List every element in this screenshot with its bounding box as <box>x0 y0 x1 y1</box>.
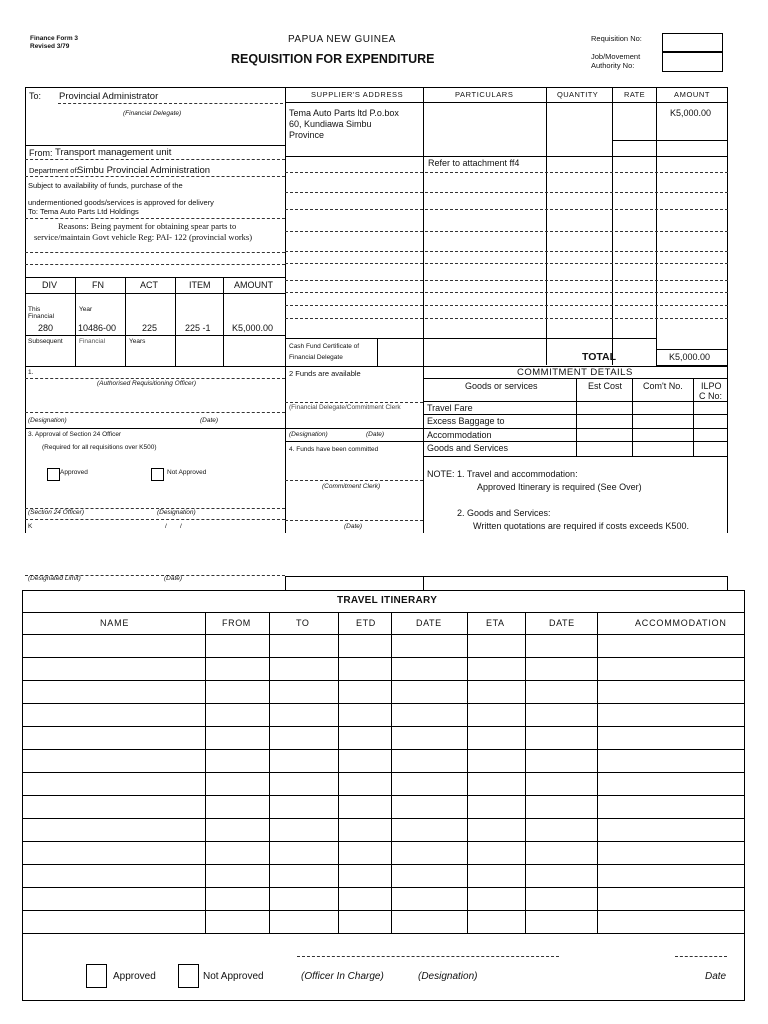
department-label: Department of: <box>29 166 79 175</box>
department-value: Simbu Provincial Administration <box>77 165 211 176</box>
to-value: Provincial Administrator <box>59 91 159 102</box>
item-amount: K5,000.00 <box>670 108 712 118</box>
itinerary-row[interactable] <box>22 749 745 750</box>
section-24-designation-caption: (Designation) <box>157 509 196 516</box>
supplier-line-3: Province <box>289 130 325 140</box>
year-label: Year <box>79 306 93 313</box>
financial-label: Financial <box>79 338 106 345</box>
itinerary-row[interactable] <box>22 910 745 911</box>
reasons-line-1: Reasons: Being payment for obtaining spear parts to <box>58 221 237 231</box>
this-financial-label: This Financial <box>28 306 55 320</box>
approved-checkbox[interactable] <box>47 468 60 481</box>
itinerary-designation-caption: (Designation) <box>418 971 478 982</box>
header-rate: RATE <box>624 90 646 99</box>
itinerary-row[interactable] <box>22 795 745 796</box>
col-act: ACT <box>140 280 158 290</box>
subject-to: To: Tema Auto Parts Ltd Holdings <box>28 207 139 216</box>
cash-fund-line-1: Cash Fund Certificate of <box>289 343 360 350</box>
col-comt-no: Com't No. <box>643 381 683 391</box>
fd-clerk-caption: (Financial Delegate/Commitment Clerk <box>289 404 401 411</box>
reasons-line-2: service/maintain Govt vehicle Reg: PAI- 122 (provincial works) <box>34 232 253 242</box>
commitment-clerk-caption: (Commitment Clerk) <box>322 483 381 490</box>
itinerary-row[interactable] <box>22 680 745 681</box>
itin-col-etd: ETD <box>356 618 376 628</box>
col-goods-services: Goods or services <box>465 381 538 391</box>
designated-limit-caption: (Designated Limit) <box>28 575 81 582</box>
not-approved-label: Not Approved <box>167 469 207 476</box>
supplier-line-1: Tema Auto Parts ltd P.o.box <box>289 108 399 118</box>
form-revision: Revised 3/79 <box>30 43 70 50</box>
designated-date-caption: (Date) <box>164 575 183 582</box>
item-value: 225 -1 <box>185 323 211 333</box>
itinerary-row[interactable] <box>22 841 745 842</box>
col-amount: AMOUNT <box>234 280 273 290</box>
form-title: REQUISITION FOR EXPENDITURE <box>231 52 435 66</box>
section-24-officer-caption: (Section 24 Officer) <box>28 509 84 516</box>
subsequent-label: Subsequent <box>28 338 63 345</box>
itin-col-from: FROM <box>222 618 251 628</box>
authorised-officer-caption: (Authorised Requisitioning Officer) <box>97 380 196 387</box>
cash-fund-line-2: Financial Delegate <box>289 354 343 361</box>
note-2-body: Written quotations are required if costs exceeds K500. <box>473 521 689 531</box>
financial-delegate-caption: (Financial Delegate) <box>123 110 182 117</box>
header-amount: AMOUNT <box>674 90 711 99</box>
total-label: TOTAL <box>582 351 617 363</box>
commit-row-travel: Travel Fare <box>427 403 473 413</box>
itinerary-row[interactable] <box>22 726 745 727</box>
commit-row-accommodation: Accommodation <box>427 430 492 440</box>
col-fn: FN <box>92 280 104 290</box>
itin-col-accommodation: ACCOMMODATION <box>635 618 727 628</box>
subject-line-1: Subject to availability of funds, purchase of the <box>28 181 183 190</box>
col-est-cost: Est Cost <box>588 381 623 391</box>
itin-col-date-2: DATE <box>549 618 575 628</box>
itinerary-row[interactable] <box>22 887 745 888</box>
itin-col-name: NAME <box>100 618 130 628</box>
requisition-no-label: Requisition No: <box>591 34 642 43</box>
itinerary-not-approved-checkbox[interactable] <box>178 964 199 988</box>
subject-line-2: undermentioned goods/services is approved for delivery <box>28 198 214 207</box>
itinerary-row[interactable] <box>22 818 745 819</box>
requisition-no-field[interactable] <box>662 33 723 52</box>
commit-row-baggage: Excess Baggage to <box>427 416 505 426</box>
to-label: To: <box>29 91 42 101</box>
col-ilpo: ILPO <box>701 381 722 391</box>
officer-in-charge-caption: (Officer In Charge) <box>301 971 384 982</box>
itin-col-eta: ETA <box>486 618 505 628</box>
section-24-note: (Required for all requisitions over K500) <box>42 444 157 451</box>
job-authority-label-2: Authority No: <box>591 61 635 70</box>
coding-amount-value: K5,000.00 <box>232 323 274 333</box>
header-quantity: QUANTITY <box>557 90 599 99</box>
years-label: Years <box>129 338 146 345</box>
section-1-number: 1. <box>28 369 34 376</box>
from-value: Transport management unit <box>55 147 172 158</box>
col-ilpo-2: C No: <box>699 391 723 401</box>
total-value: K5,000.00 <box>669 352 711 362</box>
note-2-title: 2. Goods and Services: <box>457 508 551 518</box>
job-authority-field[interactable] <box>662 52 723 72</box>
itinerary-row[interactable] <box>22 772 745 773</box>
funds-available-label: 2 Funds are available <box>289 369 361 378</box>
form-number: Finance Form 3 <box>30 35 79 42</box>
header-suppliers-address: SUPPLIER'S ADDRESS <box>311 90 404 99</box>
designation-caption: (Designation) <box>28 417 67 424</box>
note-1-title: NOTE: 1. Travel and accommodation: <box>427 469 578 479</box>
section-24-approval: 3. Approval of Section 24 Officer <box>28 431 122 438</box>
approved-label: Approved <box>60 469 88 476</box>
particulars-text: Refer to attachment ff4 <box>428 158 520 168</box>
itinerary-not-approved-label: Not Approved <box>203 971 264 982</box>
commitment-title: COMMITMENT DETAILS <box>517 367 633 378</box>
from-label: From: <box>29 148 53 158</box>
itinerary-row[interactable] <box>22 864 745 865</box>
note-1-body: Approved Itinerary is required (See Over) <box>477 482 642 492</box>
itinerary-row[interactable] <box>22 657 745 658</box>
job-authority-label-1: Job/Movement <box>591 52 641 61</box>
itinerary-date-caption: Date <box>705 971 727 982</box>
date-caption: (Date) <box>200 417 219 424</box>
itin-col-date: DATE <box>416 618 442 628</box>
itinerary-approved-label: Approved <box>113 971 156 982</box>
supplier-line-2: 60, Kundiawa Simbu <box>289 119 372 129</box>
funds-committed-label: 4. Funds have been committed <box>289 446 379 453</box>
mid-designation-caption: (Designation) <box>289 431 328 438</box>
itin-col-to: TO <box>296 618 310 628</box>
itinerary-approved-checkbox[interactable] <box>86 964 107 988</box>
k-label: K <box>28 523 33 530</box>
act-value: 225 <box>142 323 158 333</box>
itinerary-title: TRAVEL ITINERARY <box>337 595 438 606</box>
not-approved-checkbox[interactable] <box>151 468 164 481</box>
mid-date-caption: (Date) <box>366 431 385 438</box>
header-particulars: PARTICULARS <box>455 90 514 99</box>
itinerary-row[interactable] <box>22 703 745 704</box>
div-value: 280 <box>38 323 54 333</box>
mid-date-caption-2: (Date) <box>344 523 363 530</box>
col-div: DIV <box>42 280 58 290</box>
col-item: ITEM <box>189 280 211 290</box>
commit-row-goods: Goods and Services <box>427 443 509 453</box>
fn-value: 10486-00 <box>78 323 117 333</box>
country-heading: PAPUA NEW GUINEA <box>288 34 396 45</box>
